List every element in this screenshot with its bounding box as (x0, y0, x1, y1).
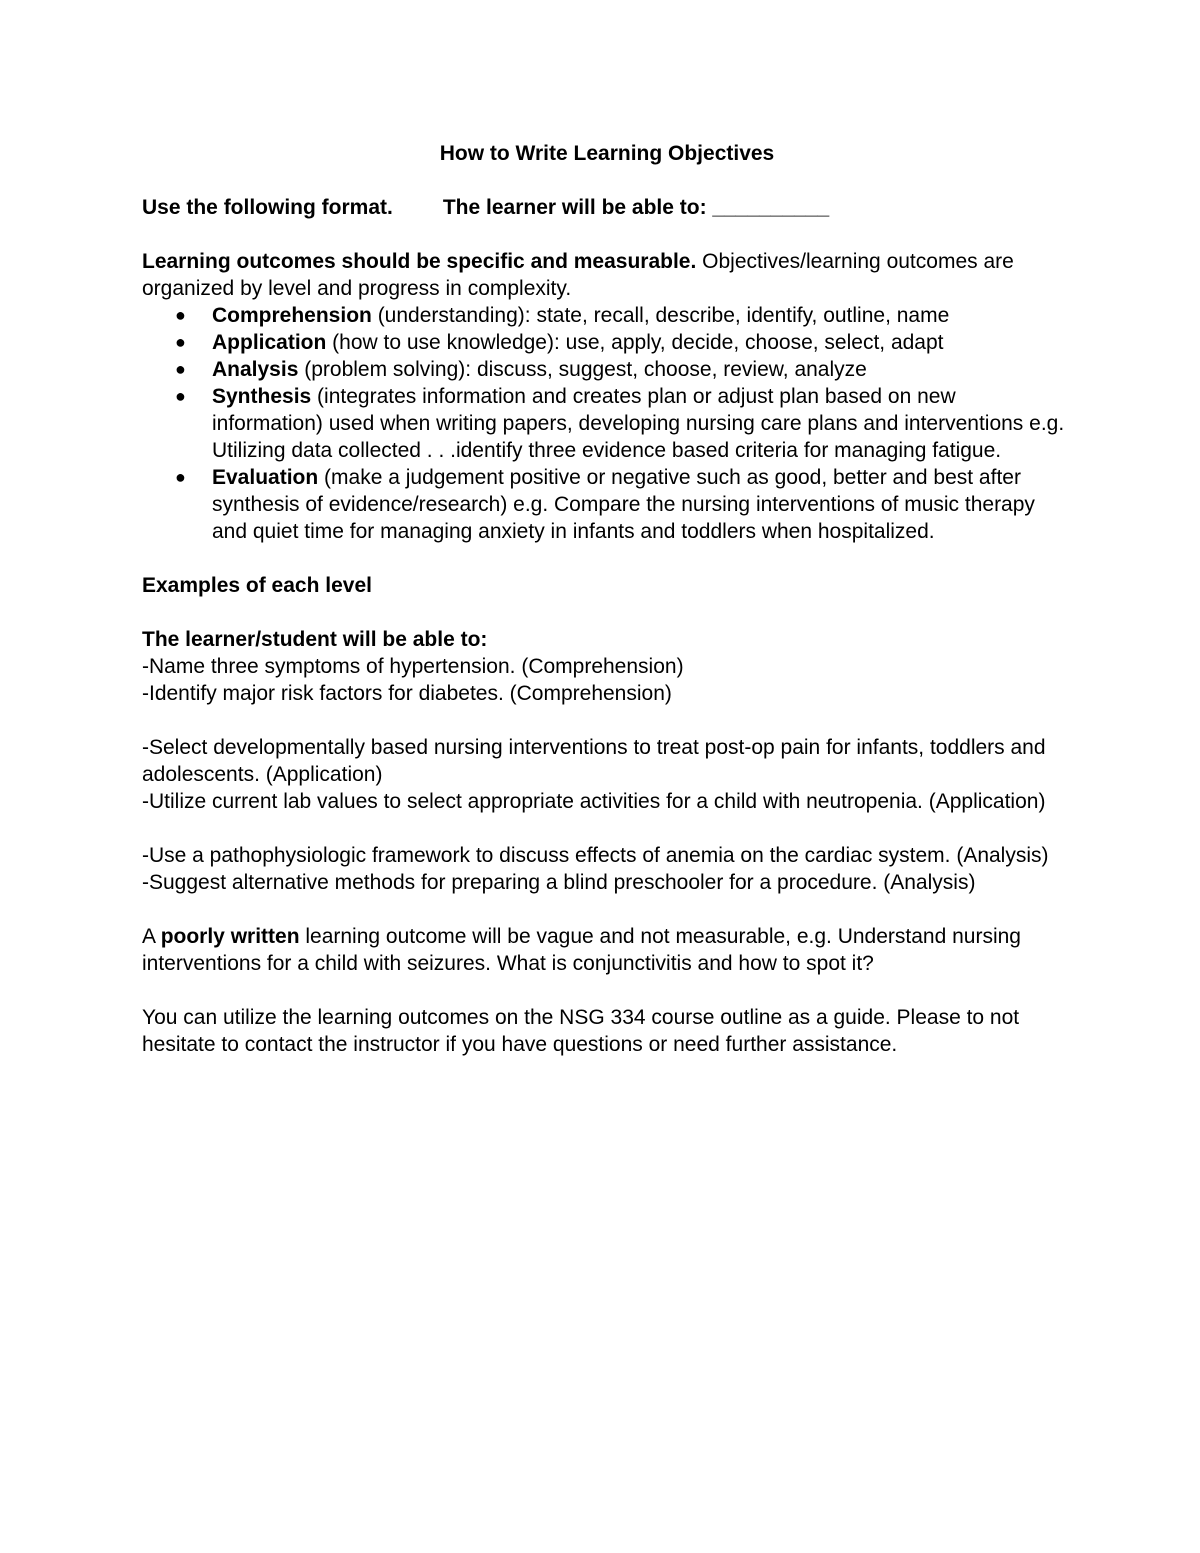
example-item: -Use a pathophysiologic framework to discuss effects of anemia on the cardiac system. (Analysis) (142, 844, 1049, 867)
example-item: -Select developmentally based nursing interventions to treat post-op pain for infants, toddlers and adolescents. (Application) (142, 736, 1046, 786)
level-name: Evaluation (212, 466, 319, 489)
level-desc: (understanding): state, recall, describe, identify, outline, name (371, 304, 950, 327)
bullet-icon: ● (175, 359, 186, 379)
document-title: How to Write Learning Objectives (439, 142, 775, 165)
example-item: -Identify major risk factors for diabetes. (Comprehension) (142, 682, 672, 705)
comprehension-examples (142, 626, 1072, 707)
examples-heading: Examples of each level (142, 574, 372, 597)
list-item (142, 329, 1072, 356)
example-item: -Suggest alternative methods for preparing a blind preschooler for a procedure. (Analysis) (142, 871, 976, 894)
bullet-icon: ● (175, 386, 186, 406)
poorly-pre: A (142, 925, 161, 948)
poorly-bold: poorly written (160, 925, 300, 948)
level-name: Comprehension (212, 304, 372, 327)
list-item (142, 383, 1072, 464)
document-page (142, 140, 1072, 1085)
closing-paragraph: You can utilize the learning outcomes on the NSG 334 course outline as a guide. Please to not hesitate to contact the instructor if you have questions or need further assistance. (142, 1006, 1020, 1056)
bullet-icon: ● (175, 305, 186, 325)
application-examples (142, 734, 1072, 815)
list-item (142, 464, 1072, 545)
level-desc: (integrates information and creates plan or adjust plan based on new information) used when writing papers, developing nursing care plans and interventions e.g. Utilizing data collected . . .identify three evidence based criteria for managing fatigue. (212, 385, 1065, 462)
poorly-post: learning outcome will be vague and not measurable, e.g. Understand nursing interventions for a child with seizures. What is conjunctivitis and how to spot it? (142, 925, 1021, 975)
level-desc: (make a judgement positive or negative such as good, better and best after synthesis of evidence/research) e.g. Compare the nursing interventions of music therapy and quiet time for managing anxiety in infants and toddlers when hospitalized. (212, 466, 1035, 543)
intro-paragraph (142, 248, 1072, 302)
example-item: -Name three symptoms of hypertension. (Comprehension) (142, 655, 684, 678)
bullet-icon: ● (175, 332, 186, 352)
format-line (142, 194, 1072, 221)
examples-lead: The learner/student will be able to: (142, 628, 488, 651)
level-desc: (how to use knowledge): use, apply, decide, choose, select, adapt (326, 331, 944, 354)
level-name: Application (212, 331, 327, 354)
intro-bold: Learning outcomes should be specific and measurable. (142, 250, 697, 273)
poorly-written-paragraph (142, 923, 1072, 977)
list-item (142, 356, 1072, 383)
list-item (142, 302, 1072, 329)
bullet-icon: ● (175, 467, 186, 487)
level-name: Synthesis (212, 385, 312, 408)
level-desc: (problem solving): discuss, suggest, choose, review, analyze (298, 358, 867, 381)
example-item: -Utilize current lab values to select appropriate activities for a child with neutropenia. (Application) (142, 790, 1046, 813)
level-name: Analysis (212, 358, 299, 381)
analysis-examples (142, 842, 1072, 896)
levels-list (142, 302, 1072, 545)
format-prompt: The learner will be able to: __________ (442, 196, 830, 219)
intro-text: Objectives/learning outcomes are organized by level and progress in complexity. (142, 250, 1014, 300)
format-label: Use the following format. (142, 196, 393, 219)
